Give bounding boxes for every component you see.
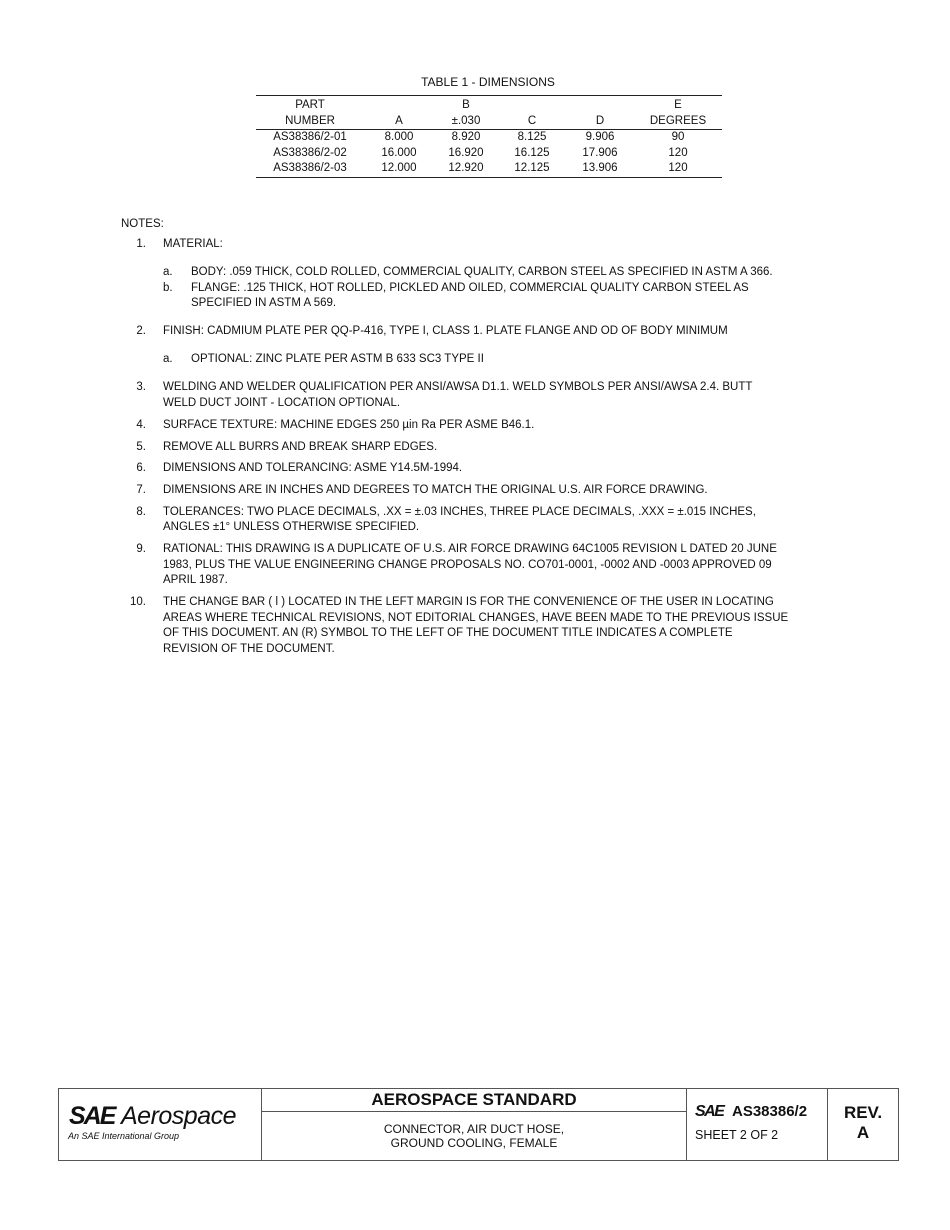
standard-heading: AEROSPACE STANDARD	[262, 1089, 686, 1112]
note-7-text: DIMENSIONS ARE IN INCHES AND DEGREES TO MATCH THE ORIGINAL U.S. AIR FORCE DRAWING.	[163, 484, 708, 496]
header-a-top	[364, 96, 434, 114]
note-1b-line-2: SPECIFIED IN ASTM A 569.	[191, 297, 337, 309]
cell-e: 120	[634, 161, 722, 177]
document-title	[262, 1112, 686, 1150]
cell-c: 8.125	[517, 131, 547, 143]
cell-part-number: AS38386/2-02	[273, 146, 347, 159]
note-10-line-1: THE CHANGE BAR ( l ) LOCATED IN THE LEFT MARGIN IS FOR THE CONVENIENCE OF THE USER IN LOCATING	[163, 596, 774, 608]
note-1a-text: BODY: .059 THICK, COLD ROLLED, COMMERCIAL QUALITY, CARBON STEEL AS SPECIFIED IN ASTM A 366.	[191, 266, 773, 278]
note-number: 1.	[136, 238, 146, 250]
note-9-line-1: RATIONAL: THIS DRAWING IS A DUPLICATE OF U.S. AIR FORCE DRAWING 64C1005 REVISION L DATED 20 JUNE	[163, 543, 777, 555]
document-title-line-1: CONNECTOR, AIR DUCT HOSE,	[383, 1122, 565, 1136]
note-4-text: SURFACE TEXTURE: MACHINE EDGES 250 µin Ra PER ASME B46.1.	[163, 419, 535, 431]
title-block	[58, 1088, 899, 1161]
document-number: AS38386/2	[732, 1103, 808, 1120]
header-b: B	[434, 96, 498, 114]
header-c-top	[498, 96, 566, 114]
sae-mark-icon: SAE	[695, 1103, 724, 1120]
header-d-top	[566, 96, 634, 114]
sheet-number: SHEET 2 OF 2	[695, 1128, 779, 1142]
revision-cell	[828, 1089, 898, 1160]
note-2-text: FINISH: CADMIUM PLATE PER QQ-P-416, TYPE I, CLASS 1. PLATE FLANGE AND OD OF BODY MINIMUM	[163, 325, 728, 337]
header-e: E	[634, 96, 722, 114]
cell-c: 12.125	[498, 161, 566, 177]
notes-heading: NOTES:	[121, 218, 164, 230]
note-number: 4.	[136, 419, 146, 431]
header-part: PART	[256, 96, 364, 114]
note-8-line-1: TOLERANCES: TWO PLACE DECIMALS, .XX = ±.03 INCHES, THREE PLACE DECIMALS, .XXX = ±.015 INCHES,	[163, 506, 756, 518]
cell-e: 120	[668, 146, 688, 159]
table-header-row-1	[256, 96, 722, 114]
table-row	[256, 146, 722, 162]
table-title: TABLE 1 - DIMENSIONS	[421, 75, 555, 89]
sae-aerospace-logo	[59, 1089, 262, 1160]
note-10-line-3: OF THIS DOCUMENT. AN (R) SYMBOL TO THE LEFT OF THE DOCUMENT TITLE INDICATES A COMPLETE	[163, 627, 733, 639]
note-number: 2.	[136, 325, 146, 337]
header-d: D	[566, 113, 634, 130]
header-number: NUMBER	[256, 113, 364, 130]
note-letter: b.	[163, 282, 173, 294]
note-letter: a.	[163, 266, 173, 278]
note-3-line-2: WELD DUCT JOINT - LOCATION OPTIONAL.	[163, 397, 401, 409]
note-number: 8.	[136, 506, 146, 518]
dimensions-table	[256, 95, 722, 178]
note-10-line-4: REVISION OF THE DOCUMENT.	[163, 643, 335, 655]
cell-a: 12.000	[364, 161, 434, 177]
header-degrees: DEGREES	[634, 113, 722, 130]
note-3-line-1: WELDING AND WELDER QUALIFICATION PER ANSI/AWSA D1.1. WELD SYMBOLS PER ANSI/AWSA 2.4. BUTT	[163, 381, 753, 393]
cell-b: 16.920	[448, 146, 484, 159]
note-number: 7.	[136, 484, 146, 496]
cell-d: 13.906	[566, 161, 634, 177]
note-number: 10.	[130, 596, 146, 608]
note-number: 5.	[136, 441, 146, 453]
table-row	[256, 130, 722, 146]
header-c: C	[498, 113, 566, 130]
note-9-line-3: APRIL 1987.	[163, 574, 228, 586]
header-a: A	[364, 113, 434, 130]
revision-value: A	[856, 1123, 870, 1142]
document-number-cell	[687, 1089, 828, 1160]
logo-aerospace-word: Aerospace	[121, 1102, 237, 1130]
cell-e: 90	[671, 131, 685, 143]
title-block-center	[262, 1089, 687, 1160]
logo-sae-mark: SAE	[69, 1102, 115, 1130]
note-number: 9.	[136, 543, 146, 555]
note-1b-line-1: FLANGE: .125 THICK, HOT ROLLED, PICKLED AND OILED, COMMERCIAL QUALITY CARBON STEEL AS	[191, 282, 749, 294]
revision-label: REV.	[843, 1103, 883, 1122]
cell-d: 17.906	[582, 146, 618, 159]
note-1-text: MATERIAL:	[163, 238, 223, 250]
note-2a-text: OPTIONAL: ZINC PLATE PER ASTM B 633 SC3 TYPE II	[191, 353, 484, 365]
note-number: 3.	[136, 381, 146, 393]
cell-b: 12.920	[434, 161, 498, 177]
cell-part-number: AS38386/2-03	[256, 161, 364, 177]
cell-c: 16.125	[514, 146, 550, 159]
table-header-row-2	[256, 113, 722, 130]
cell-a: 8.000	[384, 131, 414, 143]
cell-part-number: AS38386/2-01	[273, 131, 347, 143]
note-letter: a.	[163, 353, 173, 365]
cell-d: 9.906	[585, 131, 615, 143]
table-row	[256, 161, 722, 177]
note-8-line-2: ANGLES ±1° UNLESS OTHERWISE SPECIFIED.	[163, 521, 420, 533]
logo-tagline: An SAE International Group	[68, 1131, 180, 1141]
note-number: 6.	[136, 462, 146, 474]
note-5-text: REMOVE ALL BURRS AND BREAK SHARP EDGES.	[163, 441, 438, 453]
cell-a: 16.000	[381, 146, 417, 159]
note-9-line-2: 1983, PLUS THE VALUE ENGINEERING CHANGE PROPOSALS NO. CO701-0001, -0002 AND -0003 APPROVED 09	[163, 559, 772, 571]
note-6-text: DIMENSIONS AND TOLERANCING: ASME Y14.5M-1994.	[163, 462, 463, 474]
cell-b: 8.920	[451, 131, 481, 143]
header-b-tolerance: ±.030	[434, 113, 498, 130]
document-title-line-2: GROUND COOLING, FEMALE	[390, 1136, 558, 1150]
note-10-line-2: AREAS WHERE TECHNICAL REVISIONS, NOT EDITORIAL CHANGES, HAVE BEEN MADE TO THE PREVIOUS ISSUE	[163, 612, 789, 624]
